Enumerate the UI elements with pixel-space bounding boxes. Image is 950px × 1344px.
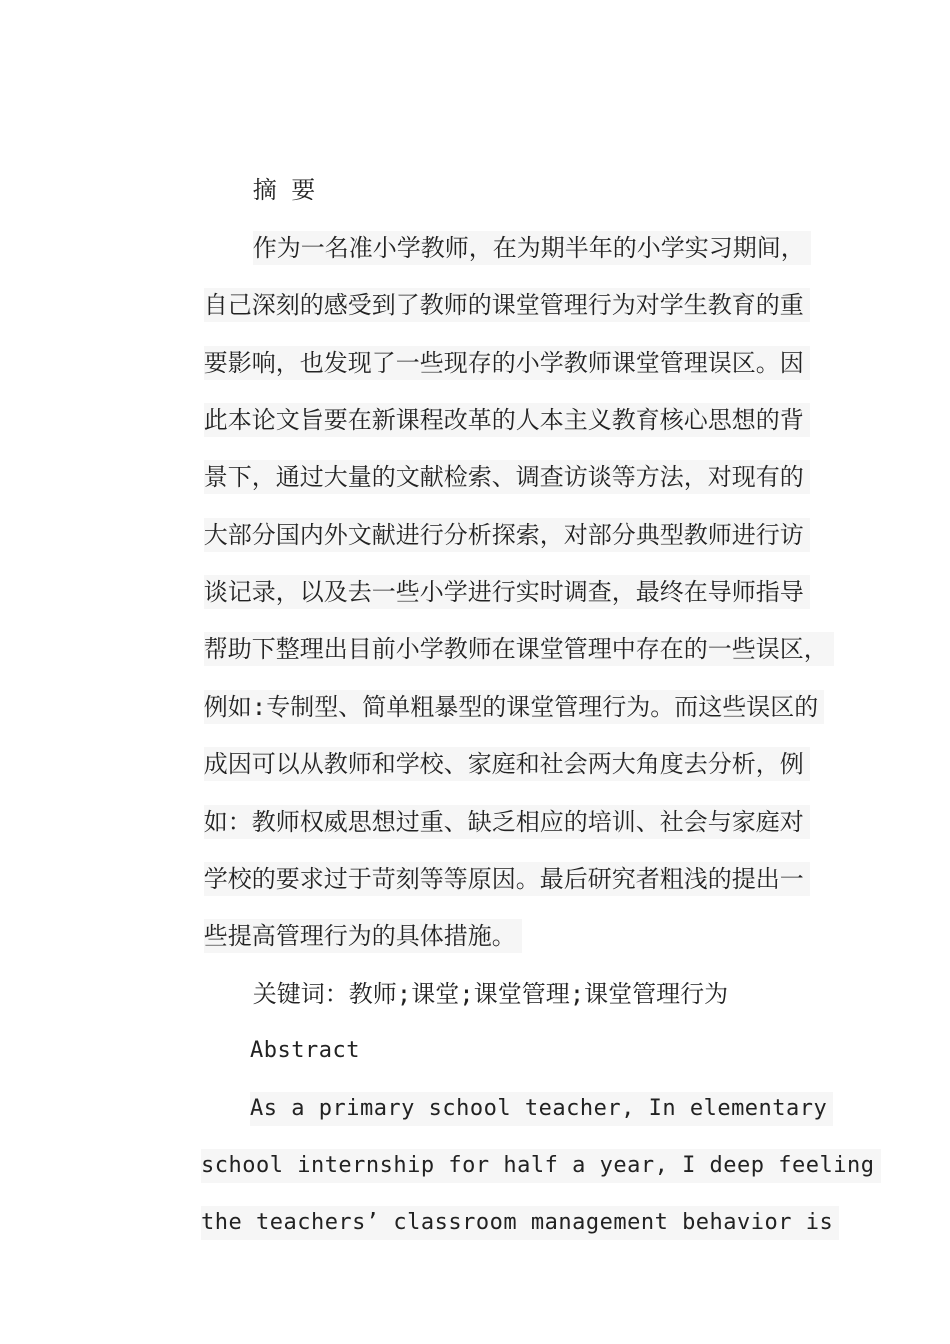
abstract-zh-line: 如：教师权威思想过重、缺乏相应的培训、社会与家庭对: [146, 771, 810, 805]
abstract-en-line: the teachers’ classroom management behavior is: [146, 1172, 839, 1206]
abstract-zh-line: 作为一名准小学教师，在为期半年的小学实习期间，: [195, 197, 811, 231]
abstract-zh-line: 些提高管理行为的具体措施。: [146, 885, 522, 919]
abstract-zh-line: 要影响，也发现了一些现存的小学教师课堂管理误区。因: [146, 312, 810, 346]
abstract-en-line: As a primary school teacher, In elementary: [195, 1058, 833, 1092]
abstract-en-heading: Abstract: [249, 1038, 360, 1063]
abstract-zh-line: 学校的要求过于苛刻等等原因。最后研究者粗浅的提出一: [146, 828, 810, 862]
abstract-zh-line: 帮助下整理出目前小学教师在课堂管理中存在的一些误区，: [146, 598, 834, 632]
abstract-zh-line: 景下，通过大量的文献检索、调查访谈等方法，对现有的: [146, 426, 810, 460]
abstract-zh-line: 大部分国内外文献进行分析探索，对部分典型教师进行访: [146, 484, 810, 518]
abstract-zh-heading: 摘 要: [252, 176, 316, 204]
abstract-zh-line: 例如:专制型、简单粗暴型的课堂管理行为。而这些误区的: [146, 656, 824, 690]
keywords-zh: 关键词：教师;课堂;课堂管理;课堂管理行为: [252, 980, 729, 1008]
abstract-en-line: school internship for half a year, I deep feeling: [146, 1115, 881, 1149]
abstract-zh-line: 自己深刻的感受到了教师的课堂管理行为对学生教育的重: [146, 254, 810, 288]
abstract-zh-line: 此本论文旨要在新课程改革的人本主义教育核心思想的背: [146, 369, 810, 403]
abstract-zh-line: 谈记录，以及去一些小学进行实时调查，最终在导师指导: [146, 541, 810, 575]
abstract-zh-line: 成因可以从教师和学校、家庭和社会两大角度去分析，例: [146, 713, 810, 747]
